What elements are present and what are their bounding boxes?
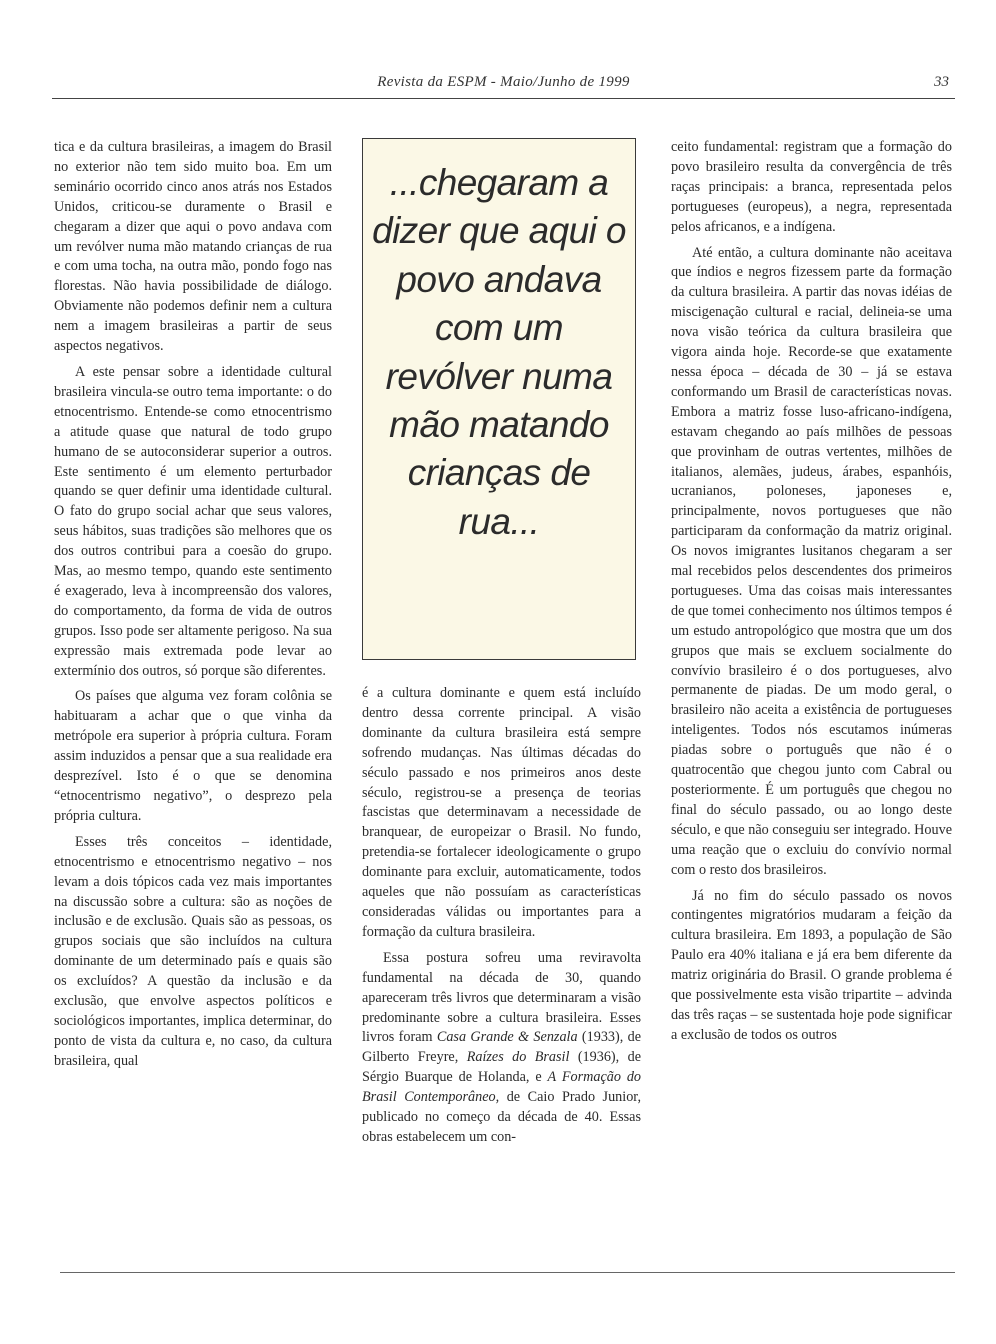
paragraph: Os países que alguma vez foram colônia se habituaram a achar que o que vinha da metrópole era superior à própria cultura. Foram assim induzidos a pensar que a sua realidade era desprezível. Isto é o que se denomina “etnocentrismo negativo”, o desprezo pela própria cultura. (54, 688, 332, 824)
paragraph: Já no fim do século passado os novos contingentes migratórios mudaram a feição da cultura brasileira. Em 1893, a população de São Paulo era 40% italiana e já era bem diferente da matriz originária do Brasil. O grande problema é que possivelmente esta visão tripartite – advinda das três raças – se sustentada hoje pode significar a exclusão de todos os outros (671, 887, 952, 1043)
running-title: Revista da ESPM - Maio/Junho de 1999 (377, 74, 630, 90)
paragraph (362, 949, 641, 1148)
left-column (54, 138, 332, 1072)
paragraph: A este pensar sobre a identidade cultural brasileira vincula-se outro tema importante: o do etnocentrismo. Entende-se como etnocentrismo a atitude quase que natural de todo grupo humano de se autoconsiderar superior a outros. Este sentimento é um elemento perturbador quando se quer definir uma identidade cultural. O fato do grupo social achar que seus valores, seus hábitos, suas tradições são melhores que os dos outros contribui para a coesão do grupo. Mas, ao mesmo tempo, quando este sentimento é exagerado, leva à incompreensão dos valores, do comportamento, da forma de vida de outros grupos. Isso pode ser altamente perigoso. Na sua expressão mais extremada pode levar ao extermínio dos outros, só porque são diferentes. (54, 363, 332, 679)
text-run: (1933), de Gilberto Freyre, (362, 1029, 642, 1066)
book-title: Casa Grande & Senzala (436, 1029, 578, 1046)
text-run: Essa postura sofreu uma reviravolta fundamental na década de 30, quando apareceram três livros que determinaram a visão predominante sobre a cultura brasileira. Esses livros foram (362, 949, 641, 1046)
middle-column (362, 684, 641, 1148)
pull-quote-box (362, 138, 636, 660)
paragraph: Esses três conceitos – identidade, etnocentrismo e etnocentrismo negativo – nos levam a dois tópicos cada vez mais importantes na discussão sobre a cultura: são as noções de inclusão e de exclusão. Quais são as pessoas, os grupos sociais que são incluídos na cultura dominante de um determinado país e quais são os excluídos? A questão da inclusão e da exclusão, que envolve aspectos políticos e sociológicos importantes, implica determinar, do ponto de vista da cultura e, no caso, da cultura brasileira, qual (54, 833, 332, 1069)
page-number: 33 (934, 74, 949, 90)
paragraph: é a cultura dominante e quem está incluído dentro dessa corrente principal. A visão dominante da cultura brasileira está sempre sofrendo mudanças. Nas últimas décadas do século passado e nos primeiros anos deste século, registrou-se a presença de teorias fascistas que determinavam a necessidade de branquear, de europeizar o Brasil. No fundo, pretendia-se fortalecer ideologicamente o grupo dominante para excluir, automaticamente, todos aqueles que não possuíam as características consideradas válidas ou importantes para a formação da cultura brasileira. (362, 685, 641, 940)
right-column (671, 138, 952, 1046)
paragraph: ceito fundamental: registram que a formação do povo brasileiro resulta da convergência de três raças principais: a branca, representada pelos portugueses (europeus), a negra, representada pelos africanos, e a indígena. (671, 139, 952, 235)
pull-quote-text: ...chegaram a dizer que aqui o povo andava com um revólver numa mão matando crianças de rua... (372, 162, 626, 542)
page-header (52, 74, 955, 98)
paragraph: Até então, a cultura dominante não aceitava que índios e negros fizessem parte da formação da cultura brasileira. A partir das novas idéias de miscigenação cultural e racial, delineia-se uma nova visão teórica da cultura brasileira que vigora ainda hoje. Recorde-se que exatamente nessa época – década de 30 – já se estava conformando um Brasil de características novas. Embora a matriz fosse luso-africano-indígena, estavam chegando ao país milhões de pessoas que provinham de outras vertentes, milhões de italianos, alemães, judeus, árabes, espanhóis, ucranianos, poloneses, japoneses e, principalmente, novos portugueses que não participaram da conformação da matriz original. Os novos imigrantes lusitanos chegaram a ser mal recebidos pelos descendentes dos primeiros portugueses. Uma das coisas mais interessantes de que tomei conhecimento nos últimos tempos é um estudo antropológico que mostra que um dos grupos que mais se excluem socialmente do convívio brasileiro é o dos portugueses, alvo permanente de piadas. De um modo geral, o brasileiro não aceita a existência de portugueses inteligentes. Todos nós escutamos inúmeras piadas sobre o português que não é o quatrocentão que chegou junto com Cabral ou posteriormente. É um português que chegou no final do século passado, ou ao longo deste século, e que não conseguiu ser integrado. Houve uma reação que o excluiu do convívio normal com o resto dos brasileiros. (671, 244, 952, 878)
paragraph: tica e da cultura brasileiras, a imagem do Brasil no exterior não tem sido muito boa. Em um seminário ocorrido cinco anos atrás nos Estados Unidos, criticou-se duramente o Brasil e chegaram a dizer que aqui o povo andava com um revólver numa mão matando crianças de rua e com uma tocha, na outra mão, pondo fogo nas florestas. Não havia possibilidade de diálogo. Obviamente não podemos definir nem a cultura nem a imagem brasileiras a partir de seus aspectos negativos. (54, 139, 332, 355)
text-run: (1936), de Sérgio Buarque de Holanda, e (362, 1049, 642, 1086)
header-rule (52, 98, 955, 99)
footer-rule (60, 1272, 955, 1273)
book-title: A Formação do Brasil Contemporâneo, (362, 1069, 642, 1106)
book-title: Raízes do Brasil (466, 1049, 570, 1066)
text-run: de Caio Prado Junior, publicado no começo da década de 40. Essas obras estabelecem um con- (362, 1089, 642, 1145)
